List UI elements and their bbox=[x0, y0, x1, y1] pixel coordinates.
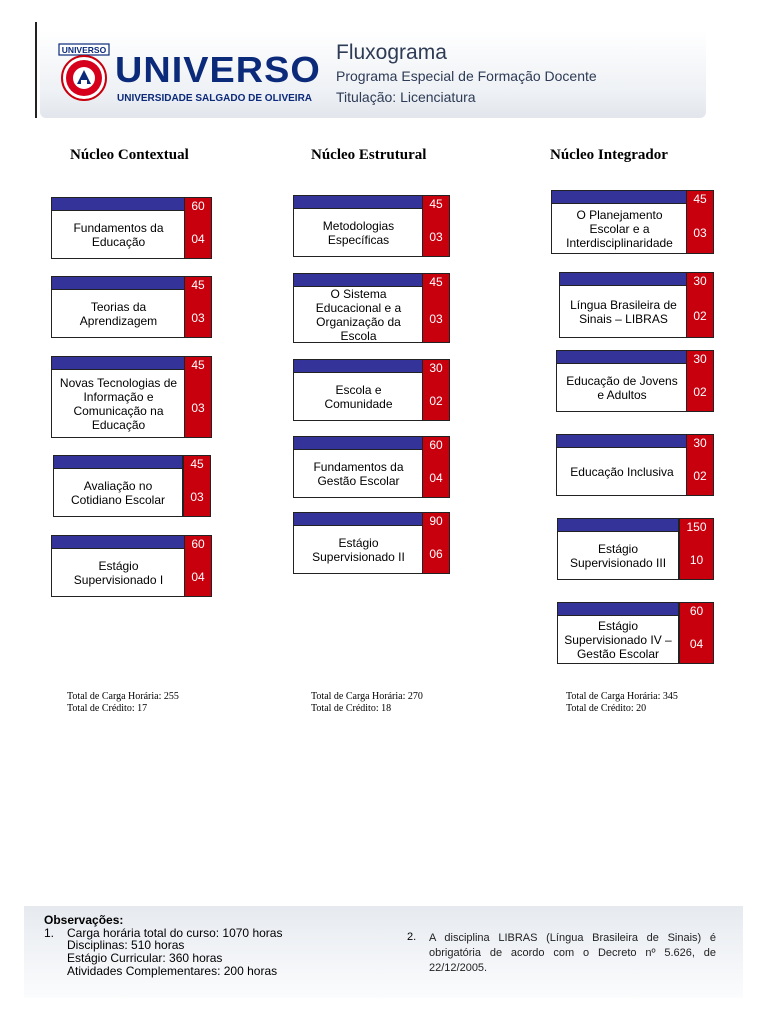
course-card bbox=[293, 273, 450, 343]
course-card bbox=[51, 197, 212, 259]
course-name: Escola e Comunidade bbox=[293, 373, 424, 421]
course-name: Fundamentos da Gestão Escolar bbox=[293, 450, 424, 498]
course-card bbox=[51, 535, 212, 597]
course-name: Metodologias Específicas bbox=[293, 209, 424, 257]
course-name: Educação Inclusiva bbox=[556, 448, 688, 496]
course-name: Estágio Supervisionado III bbox=[557, 532, 679, 580]
observations-panel bbox=[24, 906, 743, 998]
course-side bbox=[422, 436, 450, 498]
course-credits: 03 bbox=[191, 311, 205, 325]
course-name: Estágio Supervisionado I bbox=[51, 549, 186, 597]
course-credits: 04 bbox=[429, 471, 443, 485]
totals-estrutural bbox=[311, 691, 423, 715]
course-side bbox=[183, 455, 211, 517]
course-side bbox=[686, 272, 714, 338]
totals-contextual bbox=[67, 691, 179, 715]
page-title: Fluxograma bbox=[336, 41, 447, 64]
course-credits: 02 bbox=[693, 469, 707, 483]
course-credits: 04 bbox=[191, 232, 205, 246]
course-side bbox=[422, 273, 450, 343]
course-bar bbox=[293, 195, 424, 209]
left-rule bbox=[35, 22, 37, 118]
course-hours: 45 bbox=[191, 358, 205, 372]
emblem-text: UNIVERSO bbox=[61, 45, 107, 55]
course-side bbox=[422, 512, 450, 574]
course-card bbox=[551, 190, 714, 254]
course-card bbox=[293, 512, 450, 574]
course-hours: 45 bbox=[429, 197, 443, 211]
course-hours: 30 bbox=[429, 361, 443, 375]
logo-wordmark: UNIVERSO bbox=[115, 49, 321, 90]
course-credits: 06 bbox=[429, 547, 443, 561]
degree-label: Titulação: Licenciatura bbox=[336, 89, 476, 105]
course-credits: 03 bbox=[429, 230, 443, 244]
course-side bbox=[686, 434, 714, 496]
university-emblem-icon bbox=[55, 42, 113, 104]
course-side bbox=[422, 359, 450, 421]
course-card bbox=[293, 359, 450, 421]
observation-libras-note: A disciplina LIBRAS (Língua Brasileira de Sinais) é obrigatória de acordo com o Decreto nº 5.626, de 22/12/2005. bbox=[429, 932, 716, 974]
course-side bbox=[184, 197, 212, 259]
course-hours: 30 bbox=[693, 274, 707, 288]
column-header-contextual: Núcleo Contextual bbox=[70, 147, 189, 163]
total-hours: Total de Carga Horária: 255 bbox=[67, 691, 179, 702]
course-side bbox=[422, 195, 450, 257]
course-bar bbox=[557, 518, 679, 532]
course-bar bbox=[51, 356, 186, 370]
course-name: Língua Brasileira de Sinais – LIBRAS bbox=[559, 286, 688, 338]
observation-line: Atividades Complementares: 200 horas bbox=[67, 964, 278, 978]
course-name: Avaliação no Cotidiano Escolar bbox=[53, 469, 183, 517]
course-credits: 10 bbox=[689, 553, 704, 567]
course-hours: 30 bbox=[693, 352, 707, 366]
course-side bbox=[679, 602, 714, 664]
course-name: Educação de Jovens e Adultos bbox=[556, 364, 688, 412]
course-credits: 02 bbox=[693, 385, 707, 399]
title-block bbox=[336, 40, 597, 108]
observation-number-1: 1. bbox=[44, 926, 55, 940]
course-name: O Planejamento Escolar e a Interdisciplinaridade bbox=[551, 204, 688, 254]
observation-line: Estágio Curricular: 360 horas bbox=[67, 951, 223, 965]
universo-logo bbox=[55, 42, 321, 108]
course-hours: 30 bbox=[693, 436, 707, 450]
course-hours: 90 bbox=[429, 514, 443, 528]
course-side bbox=[686, 350, 714, 412]
course-bar bbox=[293, 273, 424, 287]
course-hours: 60 bbox=[191, 199, 205, 213]
course-card bbox=[51, 356, 212, 438]
course-hours: 45 bbox=[693, 192, 707, 206]
course-credits: 03 bbox=[190, 490, 204, 504]
course-card bbox=[51, 276, 212, 338]
course-credits: 03 bbox=[693, 226, 707, 240]
totals-integrador bbox=[566, 691, 678, 715]
course-hours: 45 bbox=[429, 275, 443, 289]
observations-heading: Observações: bbox=[44, 913, 124, 927]
observation-number-2: 2. bbox=[407, 931, 417, 943]
course-name: Teorias da Aprendizagem bbox=[51, 290, 186, 338]
course-bar bbox=[53, 455, 183, 469]
course-credits: 03 bbox=[429, 312, 443, 326]
program-name: Programa Especial de Formação Docente bbox=[336, 68, 597, 84]
column-header-integrador: Núcleo Integrador bbox=[550, 147, 668, 163]
course-card bbox=[53, 455, 211, 517]
total-credits: Total de Crédito: 17 bbox=[67, 703, 148, 714]
course-hours: 150 bbox=[686, 520, 707, 534]
course-hours: 60 bbox=[191, 537, 205, 551]
total-hours: Total de Carga Horária: 270 bbox=[311, 691, 423, 702]
course-name: Estágio Supervisionado II bbox=[293, 526, 424, 574]
course-side bbox=[184, 276, 212, 338]
course-side bbox=[184, 356, 212, 438]
course-bar bbox=[551, 190, 688, 204]
observation-line: Disciplinas: 510 horas bbox=[67, 938, 185, 952]
course-bar bbox=[559, 272, 688, 286]
course-bar bbox=[293, 512, 424, 526]
course-name: Novas Tecnologias de Informação e Comunicação na Educação bbox=[51, 370, 186, 438]
course-card bbox=[293, 436, 450, 498]
course-credits: 02 bbox=[693, 309, 707, 323]
course-bar bbox=[557, 602, 679, 616]
course-name: Fundamentos da Educação bbox=[51, 211, 186, 259]
course-card bbox=[556, 350, 714, 412]
course-card bbox=[559, 272, 714, 338]
course-side bbox=[679, 518, 714, 580]
logo-subtitle: UNIVERSIDADE SALGADO DE OLIVEIRA bbox=[117, 93, 313, 104]
course-hours: 45 bbox=[191, 278, 205, 292]
course-name: Estágio Supervisionado IV – Gestão Escolar bbox=[557, 616, 679, 664]
course-card bbox=[557, 602, 714, 664]
course-credits: 02 bbox=[429, 394, 443, 408]
course-hours: 45 bbox=[190, 457, 204, 471]
course-credits: 04 bbox=[191, 570, 205, 584]
course-bar bbox=[556, 434, 688, 448]
total-credits: Total de Crédito: 20 bbox=[566, 703, 647, 714]
column-header-estrutural: Núcleo Estrutural bbox=[311, 147, 427, 163]
course-bar bbox=[556, 350, 688, 364]
course-bar bbox=[293, 436, 424, 450]
course-name: O Sistema Educacional e a Organização da Escola bbox=[293, 287, 424, 343]
course-hours: 60 bbox=[689, 604, 704, 618]
course-credits: 03 bbox=[191, 401, 205, 415]
total-credits: Total de Crédito: 18 bbox=[311, 703, 392, 714]
course-credits: 04 bbox=[689, 637, 704, 651]
course-card bbox=[556, 434, 714, 496]
course-hours: 60 bbox=[429, 438, 443, 452]
course-card bbox=[557, 518, 714, 580]
total-hours: Total de Carga Horária: 345 bbox=[566, 691, 678, 702]
course-side bbox=[184, 535, 212, 597]
course-bar bbox=[51, 276, 186, 290]
observation-line: Carga horária total do curso: 1070 horas bbox=[67, 926, 283, 940]
course-bar bbox=[293, 359, 424, 373]
course-side bbox=[686, 190, 714, 254]
course-card bbox=[293, 195, 450, 257]
course-bar bbox=[51, 197, 186, 211]
course-bar bbox=[51, 535, 186, 549]
